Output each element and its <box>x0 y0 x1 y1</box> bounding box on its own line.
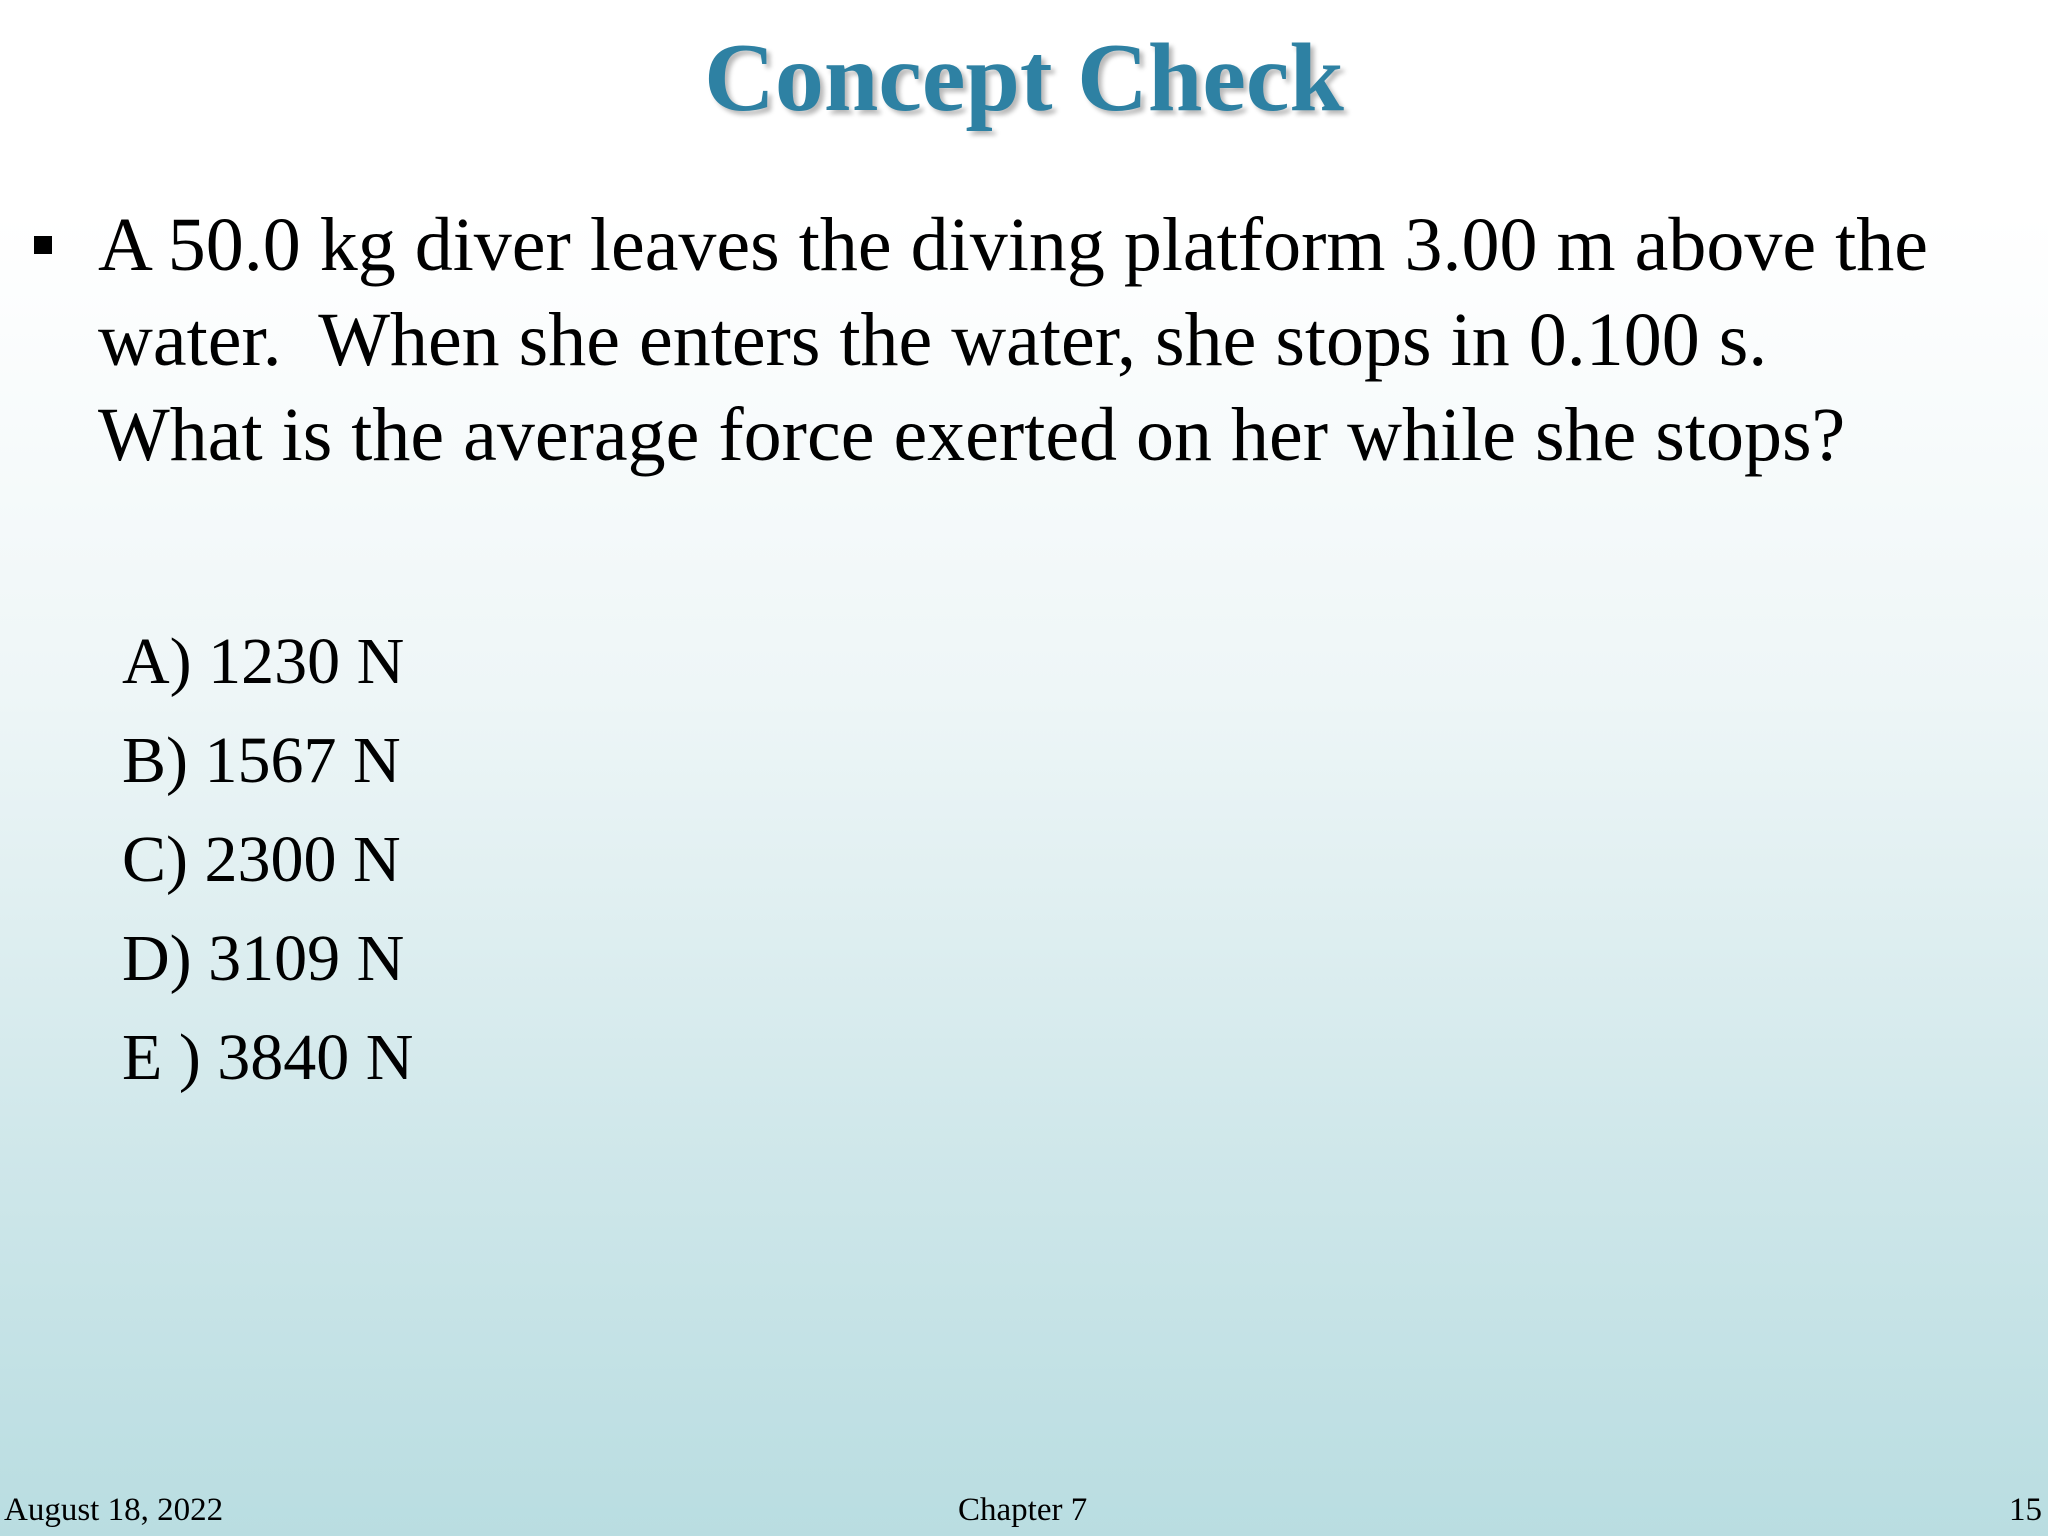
question-bullet <box>30 198 2040 483</box>
question-line: What is the average force exerted on her while she stops? <box>98 393 1846 477</box>
footer-page-number: 15 <box>2009 1492 2042 1528</box>
option-d: D) 3109 N <box>122 922 405 995</box>
footer-date: August 18, 2022 <box>4 1492 224 1528</box>
option-c: C) 2300 N <box>122 823 401 896</box>
question-line: A 50.0 kg diver leaves the diving platform 3.00 m above the <box>98 203 1928 287</box>
slide-title-text: Concept Check <box>704 24 1344 132</box>
option-a: A) 1230 N <box>122 625 405 698</box>
square-bullet-icon <box>34 236 52 254</box>
question-text <box>98 198 2040 483</box>
option-e: E ) 3840 N <box>122 1021 414 1094</box>
footer-chapter: Chapter 7 <box>958 1492 1088 1528</box>
question-line: water. When she enters the water, she stops in 0.100 s. <box>98 298 1768 382</box>
answer-options <box>122 612 413 1107</box>
option-b: B) 1567 N <box>122 724 401 797</box>
slide-title <box>0 22 2048 135</box>
